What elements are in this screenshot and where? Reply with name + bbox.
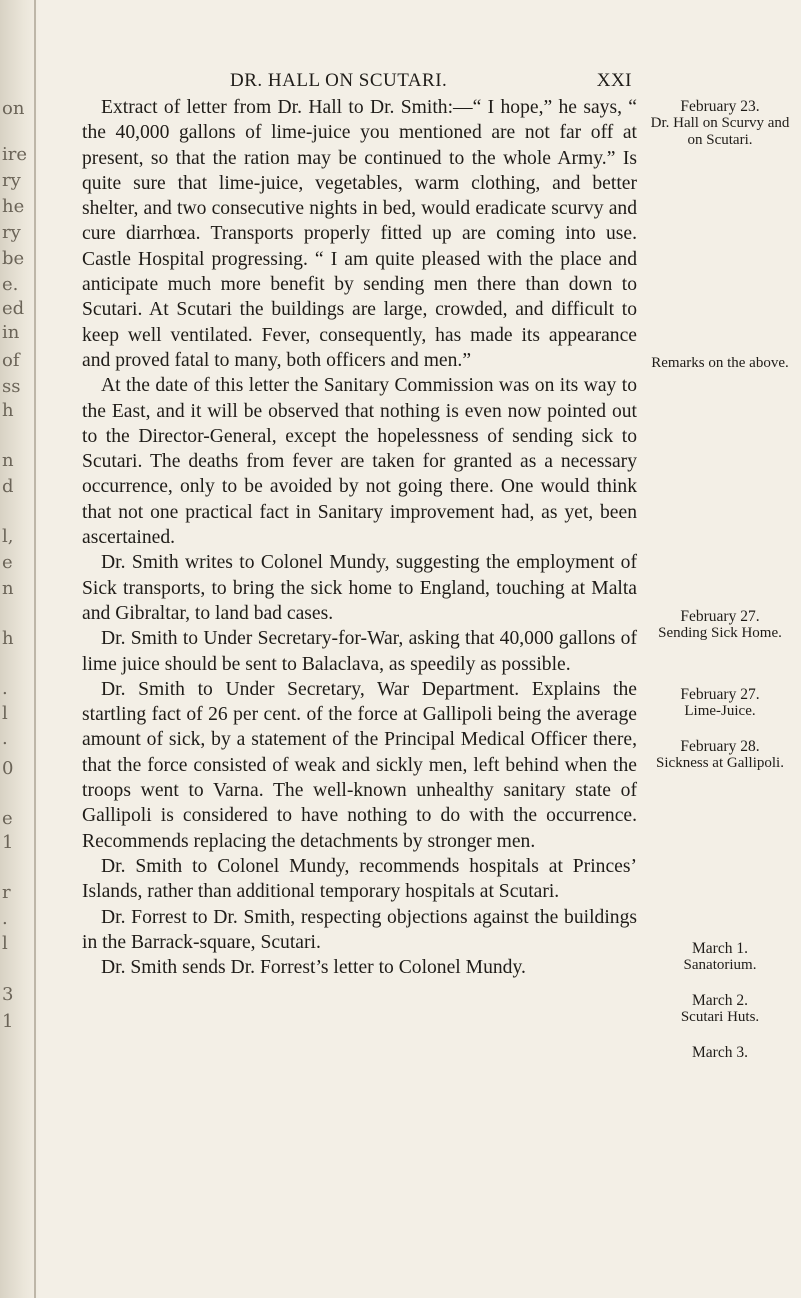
gutter-fragment: 1 <box>2 832 14 853</box>
gutter-fragment: ed <box>2 298 25 319</box>
margin-note <box>646 98 794 149</box>
paragraph: Dr. Smith to Under Secretary, War Department. Explains the startling fact of 26 per cent. of the force at Gallipoli being the average amount of sick, by a statement of the Principal Medical Officer there, that the force consisted of weak and sickly men, left behind when the troops went to Varna. The well-known unhealthy sanitary state of Gallipoli is considered to have nothing to do with the occurrence. Recommends replacing the detachments by stronger men. <box>82 678 637 852</box>
gutter-fragment: . <box>2 908 8 929</box>
margin-note-date: February 28. <box>680 738 760 755</box>
margin-note-topic: Sickness at Gallipoli. <box>656 755 784 771</box>
margin-note <box>646 1044 794 1061</box>
gutter-fragment: h <box>2 628 14 649</box>
body-text <box>82 95 637 980</box>
gutter-fragment: on <box>2 98 25 119</box>
paragraph: Dr. Smith writes to Colonel Mundy, suggesting the employment of Sick transports, to bring the sick home to England, touching at Malta and Gibraltar, to land bad cases. <box>82 552 637 624</box>
gutter-fragment: d <box>2 476 14 497</box>
margin-note-topic: Lime-Juice. <box>684 703 756 719</box>
gutter-fragment: h <box>2 400 14 421</box>
paragraph: Dr. Smith to Colonel Mundy, recommends hospitals at Princes’ Islands, rather than additional temporary hospitals at Scutari. <box>82 855 637 903</box>
margin-note-date: February 23. <box>680 98 760 115</box>
margin-note <box>646 992 794 1026</box>
gutter-fragment: in <box>2 322 20 343</box>
margin-note-date: March 2. <box>692 992 748 1009</box>
margin-note-topic: Scutari Huts. <box>680 1009 760 1025</box>
gutter-fragment: ry <box>2 170 21 191</box>
margin-note <box>646 940 794 974</box>
margin-note-date: February 27. <box>680 686 760 703</box>
gutter-fragment: n <box>2 450 14 471</box>
margin-note <box>646 686 794 720</box>
binding-edge <box>34 0 36 1298</box>
gutter-fragment: r <box>2 882 11 903</box>
gutter-fragment: ry <box>2 222 21 243</box>
margin-note <box>646 608 794 642</box>
gutter-fragment: . <box>2 678 8 699</box>
margin-note-topic: Sending Sick Home. <box>658 625 782 641</box>
binding-gutter <box>0 0 40 1298</box>
margin-note-date: March 1. <box>692 940 748 957</box>
gutter-fragment: e <box>2 808 13 829</box>
gutter-fragment: e. <box>2 274 19 295</box>
margin-note-topic: Dr. Hall on Scurvy and on Scutari. <box>650 115 790 148</box>
margin-note-topic: Remarks on the above. <box>651 355 789 371</box>
margin-note-date: March 3. <box>692 1044 748 1061</box>
gutter-fragment: l <box>2 933 8 954</box>
gutter-fragment: ire <box>2 144 28 165</box>
gutter-fragment: of <box>2 350 20 371</box>
gutter-fragment: l <box>2 703 8 724</box>
gutter-fragment: he <box>2 196 25 217</box>
gutter-fragment: 3 <box>2 984 14 1005</box>
gutter-fragment: n <box>2 578 14 599</box>
margin-note-topic: Sanatorium. <box>683 957 757 973</box>
gutter-fragment: e <box>2 552 13 573</box>
gutter-fragment: . <box>2 728 8 749</box>
paragraph: At the date of this letter the Sanitary Commission was on its way to the East, and it will be observed that nothing is even now pointed out to the Director-General, except the hopelessness of sending sick to Scutari. The deaths from fever are taken for granted as a necessary occurrence, only to be avoided by not going there. One would think that not one practical fact in Sanitary improvement had, as yet, been ascertained. <box>82 375 637 549</box>
paragraph: Dr. Smith sends Dr. Forrest’s letter to Colonel Mundy. <box>101 957 526 979</box>
gutter-fragment: 0 <box>2 758 14 779</box>
margin-note-date: February 27. <box>680 608 760 625</box>
gutter-fragment: ss <box>2 376 21 397</box>
running-head-title: DR. HALL ON SCUTARI. <box>230 70 448 91</box>
paragraph: Dr. Smith to Under Secretary-for-War, asking that 40,000 gallons of lime juice should be sent to Balaclava, as speedily as possible. <box>82 628 637 675</box>
paragraph: Dr. Forrest to Dr. Smith, respecting objections against the buildings in the Barrack-square, Scutari. <box>82 906 637 953</box>
page-number: XXI <box>596 70 632 91</box>
margin-note <box>646 738 794 772</box>
margin-note <box>646 355 794 372</box>
paragraph: Extract of letter from Dr. Hall to Dr. Smith:—“ I hope,” he says, “ the 40,000 gallons of lime-juice you mentioned are not far off at present, so that the ration may be continued to the whole Army.” Is quite sure that lime-juice, vegetables, warm clothing, and better shelter, and two consecutive nights in bed, would eradicate scurvy and cure diarrhœa. Transports properly fitted up are coming into use. Castle Hospital progressing. “ I am quite pleased with the place and anticipate much more benefit by sending men there than down to Scutari. At Scutari the buildings are large, crowded, and difficult to keep well ventilated. Fever, consequently, has made its appearance and proved fatal to many, both officers and men.” <box>82 97 637 371</box>
gutter-fragment: be <box>2 248 25 269</box>
gutter-fragment: 1 <box>2 1011 14 1032</box>
gutter-fragment: l, <box>2 526 14 547</box>
